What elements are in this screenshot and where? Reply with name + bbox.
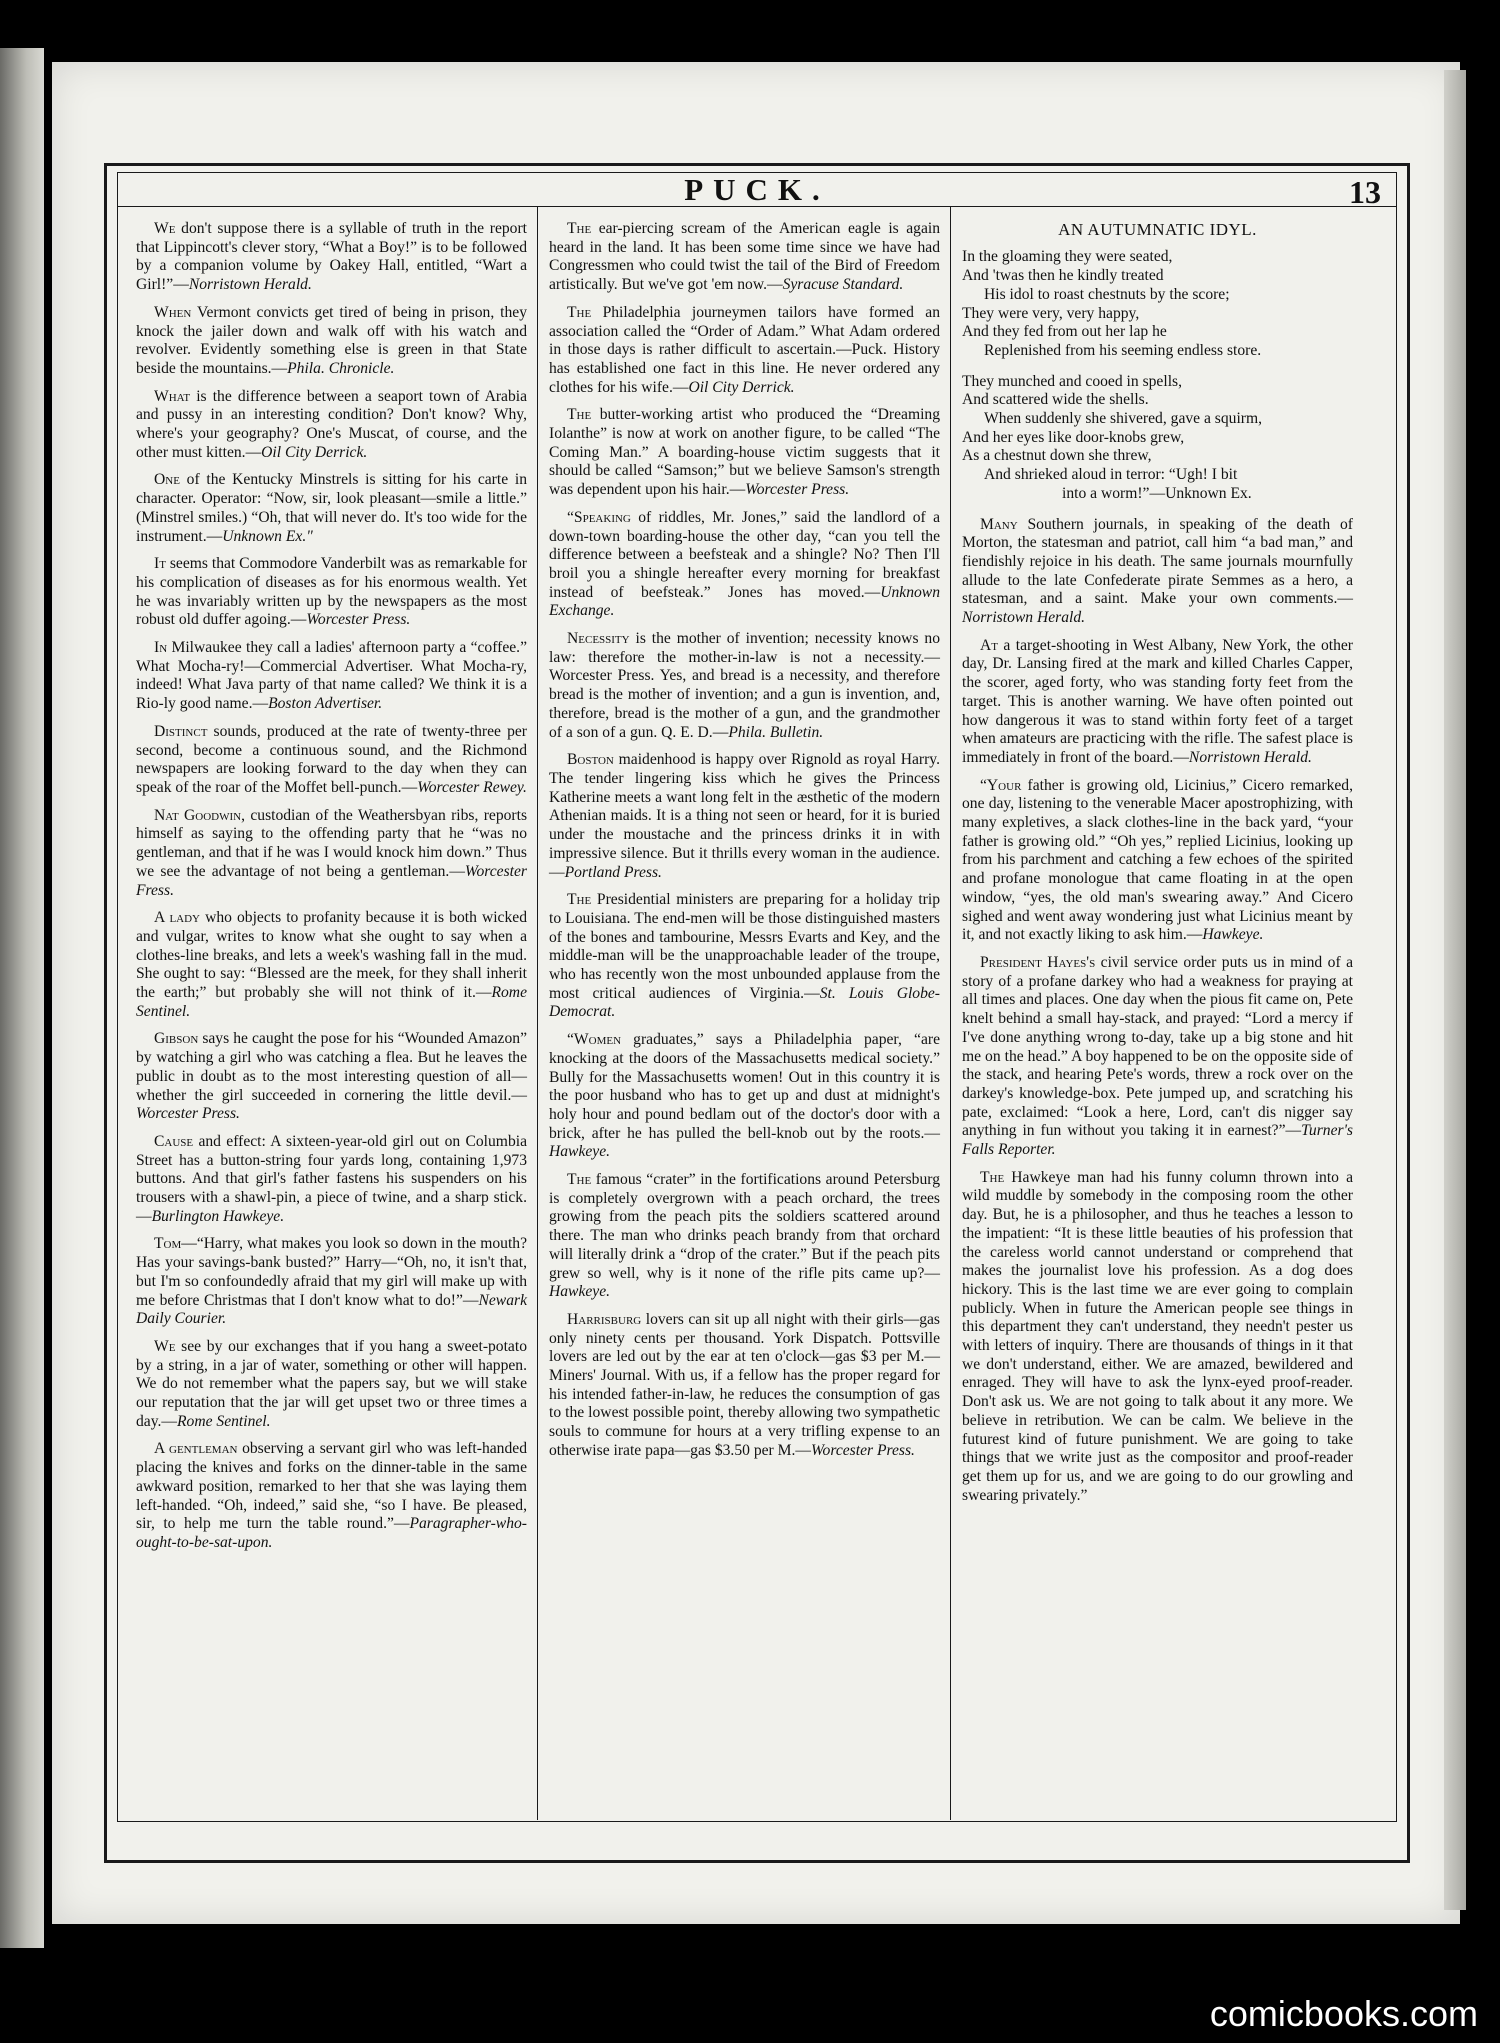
news-item — [962, 954, 1353, 1160]
item-source: Unknown Ex." — [222, 527, 313, 545]
item-lead: In — [154, 639, 168, 657]
item-source: Rome Sentinel. — [136, 984, 527, 1020]
item-text: ear-piercing scream of the American eagle is again heard in the land. It has been some time since we have had Congressmen who could twist the tail of the Bird of Freedom artistically. But we've got 'em now.— — [549, 220, 940, 294]
item-source: Worcester Fress. — [136, 862, 527, 899]
item-source: Norristown Herald. — [188, 276, 312, 294]
poem-line: They were very, very happy, — [962, 304, 1140, 322]
poem-line: And 'twas then he kindly treated — [962, 267, 1164, 285]
poem-line: His idol to roast chestnuts by the score; — [984, 285, 1230, 303]
item-source: Burlington Hawkeye. — [151, 1207, 285, 1225]
item-lead: “Your — [980, 776, 1022, 794]
item-text: Philadelphia journeymen tailors have formed an association called the “Order of Adam.” What Adam ordered in those days is rather difficult to ascertain.—Puck. History has established one fact in this line. He never ordered any clothes for his wife.— — [549, 303, 940, 396]
item-lead: Tom — [154, 1235, 182, 1253]
item-source: Turner's Falls Reporter. — [962, 1122, 1353, 1159]
poem-line: And scattered wide the shells. — [962, 391, 1149, 409]
item-text: maidenhood is happy over Rignold as royal Harry. The tender lingering kiss which he gives the Princess Katherine meets a want long felt in the æsthetic of the modern Athenian maids. It is a thing not seen or heard, for it is buried under the moustache and the princess drinks it in with impressive silence. But it thrills every woman in the audience.— — [549, 751, 940, 881]
news-item — [136, 1440, 527, 1552]
news-item — [136, 1030, 527, 1124]
item-lead: Cause — [154, 1132, 194, 1150]
item-source: Newark Daily Courier. — [136, 1291, 527, 1328]
item-lead: Harrisburg — [567, 1310, 642, 1328]
item-lead: The — [567, 303, 592, 321]
item-source: Norristown Herald. — [1188, 748, 1312, 766]
page-title: PUCK. — [684, 172, 830, 207]
item-text: butter-working artist who produced the “Dreaming Iolanthe” is now at work on another figure, to be called “The Coming Man.” A boarding-house victim suggests that it should be called “Samson;” but we believe Samson's strength was dependent upon his hair.— — [549, 406, 940, 499]
item-source: Hawkeye. — [1202, 926, 1264, 944]
item-source: Norristown Herald. — [962, 609, 1086, 627]
item-text: who objects to profanity because it is both wicked and vulgar, writes to know what she ought to say when a clothes-line breaks, and lets a week's washing fall in the mud. She ought to say: “Blessed are the meek, for they shall inherit the earth;” but probably she will not think of it.— — [136, 909, 527, 1002]
news-item — [549, 1311, 940, 1461]
news-item — [136, 723, 527, 798]
item-lead: The — [567, 220, 592, 237]
page-number: 13 — [1349, 174, 1381, 210]
news-item — [962, 516, 1353, 628]
item-lead: The — [567, 891, 592, 909]
item-text: —“Harry, what makes you look so down in the mouth? Has your savings-bank busted?” Harry—“Oh, no, it isn't that, but I'm so confoundedly afraid that my girl will make up with me before Christmas that I don't know what to do!”— — [136, 1235, 527, 1309]
item-lead: The — [980, 1168, 1005, 1186]
item-text: says he caught the pose for his “Wounded Amazon” by watching a girl who was catching a flea. But he leaves the public in doubt as to the most interesting question of all—whether the girl succeeded in cornering the little devil.— — [136, 1030, 527, 1104]
news-item — [549, 220, 940, 295]
item-text: and effect: A sixteen-year-old girl out on Columbia Street has a button-string four yards long, containing 1,973 buttons. And that girl's father fastens his suspenders on his trousers with a shawl-pin, a piece of twine, and a sharp stick.— — [136, 1132, 527, 1225]
column-rule — [950, 206, 951, 1820]
news-item — [549, 304, 940, 398]
column-2 — [549, 220, 940, 1470]
news-item — [136, 1235, 527, 1329]
item-lead: It — [154, 555, 166, 573]
column-rule — [537, 206, 538, 1820]
watermark: comicbooks.com — [1209, 1993, 1478, 2034]
news-item — [549, 1031, 940, 1162]
item-text: see by our exchanges that if you hang a sweet-potato by a string, in a jar of water, something or other will happen. We do not remember what the papers say, but we will stake our reputation that the jar will get upset two or three times a day.— — [136, 1337, 527, 1430]
news-item — [549, 630, 940, 742]
item-text: observing a servant girl who was left-handed placing the knives and forks on the dinner-table in the same awkward position, remarked to her that she was laying them left-handed. “Oh, indeed,” said she, “so I have. Be pleased, sir, to help me turn the table round.”— — [136, 1440, 527, 1533]
item-source: Worcester Press. — [811, 1441, 915, 1459]
item-lead: Many — [980, 515, 1018, 533]
item-source: St. Louis Globe-Democrat. — [549, 984, 941, 1021]
news-item — [136, 807, 527, 901]
item-source: Worcester Rewey. — [417, 778, 527, 796]
poem-line: When suddenly she shivered, gave a squirm, — [984, 410, 1263, 428]
item-lead: A gentleman — [154, 1440, 238, 1458]
poem-line: And shrieked aloud in terror: “Ugh! I bit — [984, 466, 1238, 484]
item-text: Vermont convicts get tired of being in prison, they knock the jailer down and walk off with his watch and revolver. Evidently something else is green in that State beside the mountains.— — [136, 303, 527, 377]
news-item — [136, 220, 527, 295]
poem-line: into a worm!”—Unknown Ex. — [1062, 484, 1252, 502]
item-lead: Boston — [567, 751, 614, 769]
item-lead: President Hayes's — [980, 954, 1096, 971]
poem-title: AN AUTUMNATIC IDYL. — [1058, 220, 1257, 239]
news-item — [136, 304, 527, 379]
poem-line: They munched and cooed in spells, — [962, 372, 1182, 390]
item-lead: Gibson — [154, 1030, 199, 1048]
poem-line: Replenished from his seeming endless store. — [984, 341, 1262, 359]
news-item — [136, 1338, 527, 1432]
news-item — [136, 1133, 527, 1227]
item-text: Southern journals, in speaking of the death of Morton, the statesman and patriot, call him “a bad man,” and fiendishly rejoice in his death. The same journals mournfully allude to the late Confederate pirate Semmes as a hero, a statesman, and a saint. Make your own comments.— — [962, 515, 1353, 608]
page-stack-edge — [1444, 70, 1466, 1910]
item-lead: We — [154, 220, 176, 237]
item-text: a target-shooting in West Albany, New York, the other day, Dr. Lansing fired at the mark and killed Charles Capper, the scorer, aged forty, who was standing forty feet from the target. This is another warning. We have often pointed out how dangerous it was to stand within forty feet of a target when amateurs are practicing with the rifle. The safest place is immediately in front of the board.— — [962, 636, 1353, 766]
adjacent-page-edge — [0, 48, 44, 1948]
item-text: graduates,” says a Philadelphia paper, “are knocking at the doors of the Massachusetts medical society.” Bully for the Massachusetts women! Out in this country it is the poor husband who has to get up and dust at midnight's holy hour and pound bedlam out of the doctor's door with a brick, after he has pulled the bell-knob out by the roots.— — [549, 1031, 940, 1142]
news-item — [136, 639, 527, 714]
item-source: Unknown Exchange. — [549, 583, 940, 620]
item-lead: “Speaking — [567, 508, 631, 526]
poem-stanza — [962, 248, 1353, 360]
item-text: father is growing old, Licinius,” Cicero remarked, one day, listening to the venerable Macer apostrophizing, with many expletives, a slack clothes-line in the back yard, “your father is growing old.” “Oh yes,” replied Licinius, looking up from his parchment and catching a few echoes of the spirited and profane monologue that came floating in at the open window, “yes, the old man's swearing away.” And Cicero sighed and went away wondering just what Licinius meant by it, and not exactly liking to ask him.— — [962, 776, 1353, 944]
item-text: , custodian of the Weathersbyan ribs, reports himself as saying to the offending party that he “was no gentleman, and that if he was I would knock him down.” Thus we see the advantage of not being a gentleman.— — [136, 806, 528, 880]
item-text: famous “crater” in the fortifications around Petersburg is completely overgrown with a peach orchard, the trees growing from the peach pits the soldiers scattered around there. The man who drinks peach brandy from that orchard will literally drink a “drop of the crater.” But if the peach pits grew so well, why is it none of the rifle pits came up?— — [549, 1171, 940, 1282]
news-item — [962, 637, 1353, 768]
news-item — [549, 1171, 940, 1302]
news-item — [549, 891, 940, 1022]
item-text: seems that Commodore Vanderbilt was as remarkable for his complication of diseases as for his enormous wealth. Yet he was invariably written up by the newspapers as the most robust old duffer agoing.— — [136, 555, 527, 629]
news-item — [136, 471, 527, 546]
item-text: Presidential ministers are preparing for a holiday trip to Louisiana. The end-men will be those distinguished masters of the bones and tambourine, Messrs Evarts and Key, and the middle-man will be the unapproachable leader of the troupe, who has recently won the most unbounded applause from the most critical audiences of Virginia.— — [549, 891, 940, 1002]
item-lead: Nat Goodwin — [154, 806, 242, 824]
item-text: sounds, produced at the rate of twenty-three per second, become a continuous sound, and the Richmond newspapers are looking forward to the day when they can speak of the roar of the Moffet bell-punch.— — [136, 722, 527, 796]
item-text: lovers can sit up all night with their girls—gas only ninety cents per thousand. York Dispatch. Pottsville lovers are led out by the ear at ten o'clock—gas $3 per M.—Miners' Journal. With us, if a fellow has the proper regard for his intended father-in-law, he reduces the consumption of gas to the lowest possible point, thereby allowing two sympathetic souls to commune for hours at a very trifling expense to an otherwise irate papa—gas $3.50 per M.— — [549, 1310, 940, 1459]
item-text: of the Kentucky Minstrels is sitting for his carte in character. Operator: “Now, sir, look pleasant—smile a little.” (Minstrel smiles.) “Oh, that will never do. It's too wide for the instrument.— — [136, 471, 527, 545]
news-item — [549, 509, 940, 621]
item-source: Oil City Derrick. — [261, 443, 368, 461]
news-item — [549, 406, 940, 500]
item-lead: The — [567, 1171, 592, 1189]
poem-line: As a chestnut down she threw, — [962, 447, 1152, 465]
news-item — [962, 777, 1353, 945]
item-source: Hawkeye. — [549, 1283, 611, 1301]
item-source: Phila. Bulletin. — [728, 723, 824, 741]
poem-line: And they fed from out her lap he — [962, 323, 1167, 341]
item-lead: When — [154, 303, 192, 321]
item-lead: “Women — [567, 1031, 622, 1049]
item-lead: Distinct — [154, 722, 208, 740]
item-text: of riddles, Mr. Jones,” said the landlord of a down-town boarding-house the other day, “can you tell the difference between a beefsteak and a shingle? No? Then I'll broil you a shingle hereafter every morning for breakfast instead of beefsteak.” Jones has moved.— — [549, 508, 940, 601]
item-lead: The — [567, 406, 592, 424]
item-source: Phila. Chronicle. — [287, 359, 395, 377]
masthead — [117, 172, 1397, 210]
item-lead: A lady — [154, 909, 201, 927]
item-source: Portland Press. — [564, 863, 662, 881]
news-item — [136, 388, 527, 463]
item-lead: One — [154, 471, 180, 489]
item-source: Syracuse Standard. — [782, 276, 904, 294]
poem-line: And her eyes like door-knobs grew, — [962, 428, 1185, 446]
item-source: Hawkeye. — [549, 1143, 611, 1161]
item-source: Rome Sentinel. — [177, 1412, 271, 1430]
item-text: is the difference between a seaport town of Arabia and pussy in an interesting condition? Don't know? Why, where's your geography? One's Muscat, of course, and the other must kitten.— — [136, 387, 527, 461]
item-source: Boston Advertiser. — [268, 695, 383, 713]
item-lead: We — [154, 1337, 176, 1355]
item-text: civil service order puts us in mind of a story of a profane darkey who had a weakness for praying at all times and places. One day when the pious fit came on, Pete knelt behind a small hay-stack, and prayed: “Lord a mercy if I've done anything wrong to-day, take up a big stone and hit me on the head.” A boy happened to be on the opposite side of the stack, and hearing Pete's words, threw a rock over on the darkey's knowledge-box. Pete jumped up, and scratching his pate, exclaimed: “Look a here, Lord, can't dis nigger say anything in fun without you taking it in earnest?”— — [962, 954, 1354, 1140]
item-source: Oil City Derrick. — [688, 378, 795, 396]
item-text: is the mother of invention; necessity knows no law: therefore the mother-in-law is not a necessity.—Worcester Press. Yes, and bread is a necessity, and therefore bread is the mother of invention; and a gun is invention, and, therefore, bread is the mother of a gun, and the grandmother of a son of a gun. Q. E. D.— — [549, 630, 940, 741]
item-source: Worcester Press. — [136, 1105, 240, 1123]
item-source: Worcester Press. — [306, 611, 411, 629]
news-item — [136, 555, 527, 630]
column-3 — [962, 220, 1353, 1514]
poem-stanza — [962, 373, 1353, 504]
item-text: don't suppose there is a syllable of truth in the report that Lippincott's clever story, “What a Boy!” is to be followed by a companion volume by Oakey Hall, entitled, “Wart a Girl!”— — [136, 220, 527, 294]
news-item — [549, 751, 940, 882]
item-lead: At — [980, 636, 998, 654]
news-item — [962, 1169, 1353, 1506]
item-text: Hawkeye man had his funny column thrown into a wild muddle by somebody in the composing room the other day. But, he is a philosopher, and thus he teaches a lesson to the impatient: “It is these little beauties of his profession that the careless world cannot understand or comprehend that makes the journalist love his profession. As a dog does hickory. This is the last time we are ever going to complain publicly. When in future the American people see things in this department they can't understand, they needn't pester us with letters of inquiry. There are thousands of things in it that we don't understand, either. We are amazed, bewildered and enraged. They will have to ask the lynx-eyed proof-reader. Don't ask us. We are not going to talk about it any more. We believe in retribution. We can be calm. We believe in the futurest kind of future punishment. We are going to take things that we write just as the compositor and proof-reader get them up for us, and we are going to do our growling and swearing privately.” — [962, 1168, 1353, 1504]
item-source: Paragrapher-who-ought-to-be-sat-upon. — [136, 1515, 527, 1551]
poem-line: In the gloaming they were seated, — [962, 248, 1173, 266]
poem — [962, 220, 1353, 504]
item-text: Milwaukee they call a ladies' afternoon party a “coffee.” What Mocha-ry!—Commercial Advertiser. What Mocha-ry, indeed! What Java party of that name called? We think it is a Rio-ly good name.— — [136, 639, 527, 713]
column-1 — [136, 220, 527, 1562]
item-source: Worcester Press. — [745, 481, 850, 499]
item-lead: Necessity — [567, 630, 630, 648]
news-item — [136, 909, 527, 1021]
item-lead: What — [154, 387, 191, 405]
